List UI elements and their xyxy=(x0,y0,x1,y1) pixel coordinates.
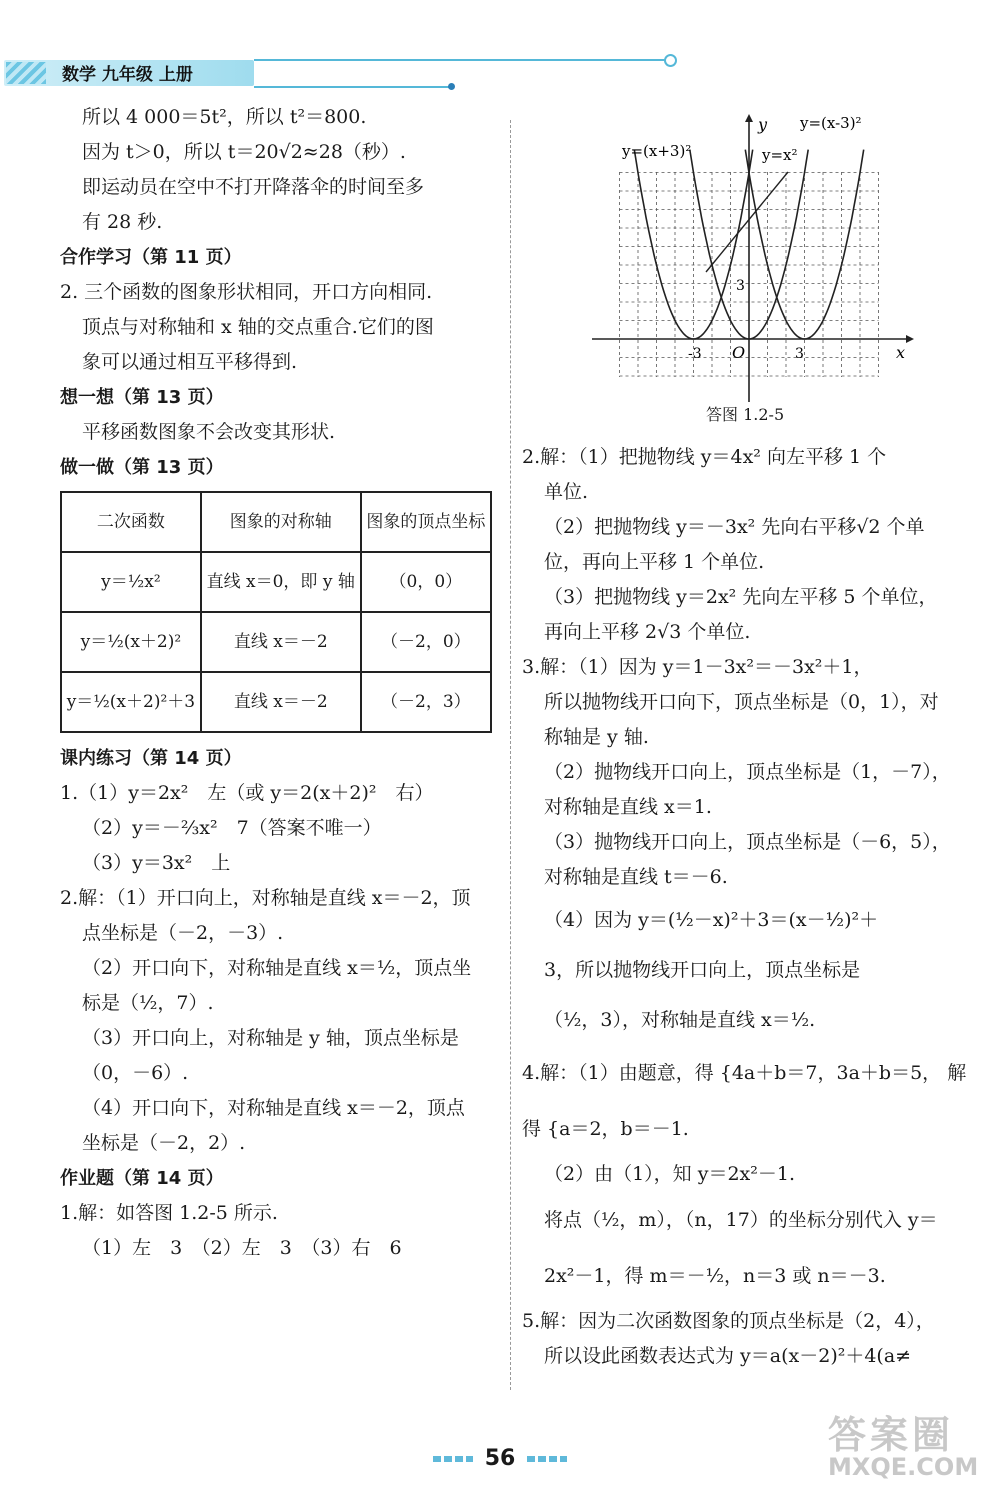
section-heading: 想一想（第 13 页） xyxy=(60,387,224,408)
text-line: （2）y＝－⅔x² 7（答案不唯一） xyxy=(82,817,382,839)
text-line: （0，－6）. xyxy=(82,1062,189,1084)
text-line: （4）因为 y＝(½－x)²＋3＝(x－½)²＋ xyxy=(544,909,879,931)
text-line: （2）抛物线开口向上，顶点坐标是（1，－7）， xyxy=(544,761,951,783)
text-line: 有 28 秒. xyxy=(82,211,163,233)
table-row xyxy=(61,492,491,552)
text-line: 点坐标是（－2，－3）. xyxy=(82,922,284,944)
text-line: 象可以通过相互平移得到. xyxy=(82,351,298,373)
text-line: 坐标是（－2，2）. xyxy=(82,1132,246,1154)
text-line: （3）y＝3x² 上 xyxy=(82,852,231,874)
header-ring-icon xyxy=(664,54,677,67)
header-title: 数学 九年级 上册 xyxy=(62,65,193,85)
watermark-text: 答案圈 xyxy=(828,1413,955,1457)
text-line: （3）开口向上，对称轴是 y 轴，顶点坐标是 xyxy=(82,1027,459,1049)
text-line: 单位. xyxy=(544,481,589,503)
table-cell: y＝½(x＋2)²＋3 xyxy=(61,672,201,732)
parabola-figure xyxy=(588,112,918,434)
tick-label-x3: 3 xyxy=(795,346,804,362)
y-axis-label: y xyxy=(758,115,768,134)
text-line: （2）把抛物线 y＝－3x² 先向右平移√2 个单 xyxy=(544,516,925,538)
y-axis-arrow-icon xyxy=(745,114,753,122)
text-line: 对称轴是直线 x＝1. xyxy=(544,796,712,818)
text-line: 位，再向上平移 1 个单位. xyxy=(544,551,765,573)
text-line: 将点（½，m），（n，17）的坐标分别代入 y＝ xyxy=(544,1209,938,1231)
label-y-x2: y=x² xyxy=(762,146,798,164)
section-heading: 做一做（第 13 页） xyxy=(60,457,224,478)
figure-caption: 答图 1.2-5 xyxy=(706,405,785,424)
right-column xyxy=(522,440,972,1374)
text-line: 即运动员在空中不打开降落伞的时间至多 xyxy=(82,176,425,198)
text-line: 平移函数图象不会改变其形状. xyxy=(82,421,336,443)
label-y-x-plus-3: y=(x+3)² xyxy=(622,142,692,160)
text-line: （1）左 3 （2）左 3 （3）右 6 xyxy=(82,1237,402,1259)
table-cell: （－2，3） xyxy=(361,672,491,732)
text-line: 所以设此函数表达式为 y＝a(x－2)²＋4(a≠ xyxy=(544,1345,912,1367)
text-line: 3，所以抛物线开口向上，顶点坐标是 xyxy=(544,959,861,981)
header-stripe xyxy=(6,62,46,84)
text-line: 对称轴是直线 t＝－6. xyxy=(544,866,728,888)
text-line: 2x²－1，得 m＝－½，n＝3 或 n＝－3. xyxy=(544,1265,886,1287)
text-line: 1.解：如答图 1.2-5 所示. xyxy=(60,1202,278,1224)
table-cell: 直线 x＝－2 xyxy=(201,672,361,732)
text-line: （½，3），对称轴是直线 x＝½. xyxy=(544,1009,816,1031)
text-line: 所以 4 000＝5t²，所以 t²＝800. xyxy=(82,106,367,128)
header-rule xyxy=(254,59,666,61)
left-column xyxy=(60,100,500,1266)
table-cell: y＝½x² xyxy=(61,552,201,612)
text-line: 2.解：（1）开口向上，对称轴是直线 x＝－2，顶 xyxy=(60,887,471,909)
text-line: 因为 t＞0，所以 t＝20√2≈28（秒）. xyxy=(82,141,406,163)
text-line: 标是（½，7）. xyxy=(82,992,214,1014)
text-line: 5.解：因为二次函数图象的顶点坐标是（2，4）， xyxy=(522,1310,935,1332)
origin-label: O xyxy=(732,343,746,362)
table-row xyxy=(61,672,491,732)
text-line: 2.解：（1）把抛物线 y＝4x² 向左平移 1 个 xyxy=(522,446,887,468)
page-number-decoration xyxy=(527,1456,567,1462)
text-line: （4）开口向下，对称轴是直线 x＝－2，顶点 xyxy=(82,1097,465,1119)
page-number-text: 56 xyxy=(484,1446,516,1471)
table-header-cell: 图象的顶点坐标 xyxy=(361,492,491,552)
page-number-decoration xyxy=(433,1456,473,1462)
x-axis-label: x xyxy=(896,343,906,362)
table-cell: （0，0） xyxy=(361,552,491,612)
function-table xyxy=(60,491,492,733)
watermark-url: MXQE.COM xyxy=(828,1453,979,1481)
text-line: 称轴是 y 轴. xyxy=(544,726,649,748)
header-rule-2 xyxy=(254,86,450,88)
text-line: （3）抛物线开口向上，顶点坐标是（－6，5）， xyxy=(544,831,951,853)
text-line: （2）由（1），知 y＝2x²－1. xyxy=(544,1163,795,1185)
text-line: 所以抛物线开口向下，顶点坐标是（0，1），对 xyxy=(544,691,939,713)
table-cell: （－2，0） xyxy=(361,612,491,672)
text-line: 2. 三个函数的图象形状相同，开口方向相同. xyxy=(60,281,433,303)
table-header-cell: 图象的对称轴 xyxy=(201,492,361,552)
x-axis-arrow-icon xyxy=(906,335,914,343)
label-y-x-minus-3: y=(x-3)² xyxy=(800,114,862,132)
text-line: 顶点与对称轴和 x 轴的交点重合.它们的图 xyxy=(82,316,434,338)
section-heading: 合作学习（第 11 页） xyxy=(60,247,242,268)
text-line: （2）开口向下，对称轴是直线 x＝½，顶点坐 xyxy=(82,957,472,979)
text-line: 再向上平移 2√3 个单位. xyxy=(544,621,751,643)
tick-label-x-minus-3: -3 xyxy=(688,346,702,362)
section-heading: 作业题（第 14 页） xyxy=(60,1168,224,1189)
watermark-logo xyxy=(828,1404,978,1481)
table-cell: 直线 x＝0，即 y 轴 xyxy=(201,552,361,612)
table-cell: y＝½(x＋2)² xyxy=(61,612,201,672)
text-line: 3.解：（1）因为 y＝1－3x²＝－3x²＋1， xyxy=(522,656,873,678)
tick-label-y3: 3 xyxy=(736,278,745,294)
text-line: 1.（1）y＝2x² 左（或 y＝2(x＋2)² 右） xyxy=(60,782,434,804)
page-header xyxy=(0,54,1000,94)
section-heading: 课内练习（第 14 页） xyxy=(60,748,242,769)
column-divider xyxy=(510,120,511,1390)
table-row xyxy=(61,612,491,672)
table-header-cell: 二次函数 xyxy=(61,492,201,552)
header-dot-icon xyxy=(448,83,455,90)
table-cell: 直线 x＝－2 xyxy=(201,612,361,672)
table-row xyxy=(61,552,491,612)
text-line: 4.解：（1）由题意，得 {4a＋b＝7，3a＋b＝5， 解得 {a＝2，b＝－1. xyxy=(522,1062,967,1140)
text-line: （3）把抛物线 y＝2x² 先向左平移 5 个单位， xyxy=(544,586,938,608)
